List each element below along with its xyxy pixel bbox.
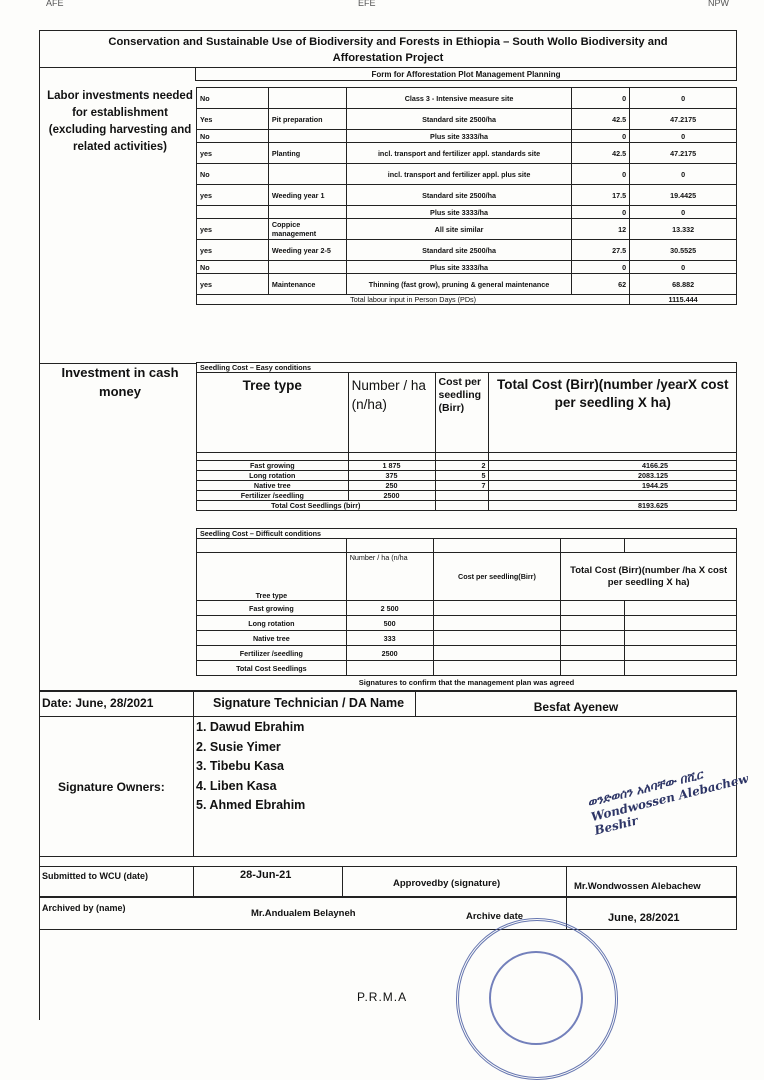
technician-label: Signature Technician / DA Name (213, 696, 405, 710)
easy-col-cost: Cost per seedling (Birr) (438, 376, 482, 414)
easy-number: 375 (348, 471, 435, 481)
title-line-2: Afforestation Project (332, 52, 444, 64)
easy-tree-type: Fertilizer /seedling (197, 491, 349, 501)
labor-value-b: 0 (630, 130, 737, 143)
difficult-row (197, 601, 737, 616)
easy-total: 4166.25 (489, 461, 737, 471)
labor-activity (268, 261, 346, 274)
easy-col-tree-type: Tree type (242, 378, 302, 393)
difficult-cost (433, 601, 561, 616)
easy-total: 2083.125 (489, 471, 737, 481)
labor-site: Thinning (fast grow), pruning & general maintenance (346, 274, 572, 295)
official-stamp (456, 918, 618, 1080)
easy-row (197, 491, 737, 501)
approved-label: Approvedby (signature) (393, 878, 501, 889)
date-row-divider (39, 716, 737, 717)
easy-tree-type: Long rotation (197, 471, 349, 481)
labor-site: Plus site 3333/ha (346, 130, 572, 143)
labor-flag: yes (197, 219, 269, 240)
easy-cost: 2 (435, 461, 489, 471)
submitted-divider-1 (193, 866, 194, 897)
labor-activity: Pit preparation (268, 109, 346, 130)
difficult-cost (433, 616, 561, 631)
difficult-number: 333 (346, 631, 433, 646)
labor-value-b: 30.5525 (630, 240, 737, 261)
labor-value-a: 12 (572, 219, 630, 240)
difficult-number: 2500 (346, 646, 433, 661)
labor-value-b: 13.332 (630, 219, 737, 240)
labor-flag: Yes (197, 109, 269, 130)
difficult-total-b (625, 616, 737, 631)
labor-flag: yes (197, 143, 269, 164)
labor-value-b: 0 (630, 261, 737, 274)
difficult-caption: Seedling Cost – Difficult conditions (197, 529, 737, 539)
labor-flag: No (197, 261, 269, 274)
labor-flag: No (197, 88, 269, 109)
labor-value-a: 42.5 (572, 109, 630, 130)
easy-col-number: Number / ha (n/ha) (351, 378, 426, 412)
labor-value-b: 0 (630, 164, 737, 185)
top-noise-center: EFE (358, 0, 376, 8)
labor-site: Standard site 2500/ha (346, 185, 572, 206)
labor-row (197, 240, 737, 261)
labor-total-label: Total labour input in Person Days (PDs) (197, 295, 630, 305)
labor-flag (197, 206, 269, 219)
owner-name: 3. Tibebu Kasa (196, 759, 284, 773)
labor-value-a: 27.5 (572, 240, 630, 261)
difficult-col-cost: Cost per seedling(Birr) (433, 553, 561, 601)
stamp-inner-ring (489, 951, 583, 1045)
easy-total: 1944.25 (489, 481, 737, 491)
owner-name: 1. Dawud Ebrahim (196, 720, 305, 734)
labor-activity: Weeding year 2-5 (268, 240, 346, 261)
easy-tree-type: Fast growing (197, 461, 349, 471)
easy-caption: Seedling Cost – Easy conditions (197, 363, 737, 373)
labor-row (197, 164, 737, 185)
difficult-total-label: Total Cost Seedlings (197, 661, 347, 676)
labor-row (197, 185, 737, 206)
difficult-table-body (197, 601, 737, 661)
difficult-total-a (561, 631, 625, 646)
easy-row (197, 471, 737, 481)
labor-flag: No (197, 164, 269, 185)
labor-activity: Weeding year 1 (268, 185, 346, 206)
difficult-row (197, 616, 737, 631)
easy-cost: 5 (435, 471, 489, 481)
labor-activity (268, 164, 346, 185)
difficult-col-number: Number / ha (n/ha (346, 553, 433, 601)
owner-name: 2. Susie Yimer (196, 739, 281, 754)
labor-table (196, 87, 737, 305)
form-title: Form for Afforestation Plot Management Planning (195, 68, 737, 81)
easy-seedling-table (196, 362, 737, 511)
easy-number: 2500 (348, 491, 435, 501)
title-line-1: Conservation and Sustainable Use of Biodiversity and Forests in Ethiopia – South Wollo Biodiversity and (108, 36, 668, 48)
labor-value-a: 0 (572, 130, 630, 143)
document-title (39, 30, 737, 68)
difficult-seedling-table (196, 528, 737, 676)
labor-site: Plus site 3333/ha (346, 206, 572, 219)
labor-value-a: 0 (572, 261, 630, 274)
difficult-total-b (625, 631, 737, 646)
labor-activity: Maintenance (268, 274, 346, 295)
labor-value-b: 0 (630, 88, 737, 109)
labor-site: Standard site 2500/ha (346, 240, 572, 261)
archive-date-label: Archive date (466, 911, 524, 922)
difficult-col-total: Total Cost (Birr)(number /ha X cost per seedling X ha) (561, 553, 737, 601)
labor-total-row (197, 295, 737, 305)
labor-row (197, 274, 737, 295)
top-noise-right: NPW (708, 0, 729, 8)
labor-activity: Coppice management (268, 219, 346, 240)
labor-value-a: 0 (572, 164, 630, 185)
handwritten-signature-text: ወንድወሰን አለባቸው በሺር Wondwossen Alebachew Beshir (586, 767, 750, 838)
owners-label: Signature Owners: (58, 780, 165, 794)
submitted-divider-2 (342, 866, 343, 897)
easy-tree-type: Native tree (197, 481, 349, 491)
labor-row (197, 88, 737, 109)
labor-site: Standard site 2500/ha (346, 109, 572, 130)
difficult-tree-type: Fast growing (197, 601, 347, 616)
difficult-number: 2 500 (346, 601, 433, 616)
bottom-mark: P.R.M.A (357, 990, 408, 1004)
labor-table-body (197, 88, 737, 295)
labor-side-label: Labor investments needed for establishment (excluding harvesting and related activities) (47, 90, 193, 153)
difficult-tree-type: Fertilizer /seedling (197, 646, 347, 661)
labor-flag: yes (197, 185, 269, 206)
labor-value-a: 42.5 (572, 143, 630, 164)
owner-name: 4. Liben Kasa (196, 778, 277, 793)
submitted-divider-3 (566, 866, 567, 897)
archived-label: Archived by (name) (42, 903, 126, 913)
easy-row (197, 461, 737, 471)
easy-total (489, 491, 737, 501)
labor-value-a: 0 (572, 88, 630, 109)
archive-date-value: June, 28/2021 (608, 912, 680, 924)
owners-list (196, 718, 305, 816)
difficult-total-a (561, 646, 625, 661)
archived-value: Mr.Andualem Belayneh (251, 908, 356, 919)
labor-activity (268, 206, 346, 219)
difficult-total-a (561, 616, 625, 631)
labor-row (197, 206, 737, 219)
labor-site: incl. transport and fertilizer appl. plus site (346, 164, 572, 185)
labor-value-b: 0 (630, 206, 737, 219)
difficult-cost (433, 631, 561, 646)
labor-flag: No (197, 130, 269, 143)
confirm-line: Signatures to confirm that the management plan was agreed (358, 678, 575, 687)
labor-activity (268, 130, 346, 143)
difficult-number: 500 (346, 616, 433, 631)
labor-flag: yes (197, 274, 269, 295)
labor-site: incl. transport and fertilizer appl. standards site (346, 143, 572, 164)
difficult-total-b (625, 646, 737, 661)
labor-total-value: 1115.444 (630, 295, 737, 305)
investment-side-label: Investment in cash money (61, 365, 179, 399)
difficult-cost (433, 646, 561, 661)
easy-number: 1 875 (348, 461, 435, 471)
difficult-total-a (561, 601, 625, 616)
submitted-label: Submitted to WCU (date) (42, 871, 148, 881)
labor-value-a: 17.5 (572, 185, 630, 206)
difficult-col-tree-type: Tree type (197, 553, 347, 601)
easy-table-body (197, 461, 737, 501)
easy-total-value: 8193.625 (489, 501, 737, 511)
labor-value-b: 47.2175 (630, 109, 737, 130)
easy-cost (435, 491, 489, 501)
difficult-row (197, 646, 737, 661)
approved-value: Mr.Wondwossen Alebachew (574, 881, 701, 892)
easy-col-total: Total Cost (Birr)(number /yearX cost per seedling X ha) (496, 377, 729, 410)
labor-activity: Planting (268, 143, 346, 164)
difficult-tree-type: Native tree (197, 631, 347, 646)
labor-value-a: 0 (572, 206, 630, 219)
owner-name: 5. Ahmed Ebrahim (196, 798, 306, 812)
signature-date: Date: June, 28/2021 (42, 696, 154, 710)
labor-value-a: 62 (572, 274, 630, 295)
technician-name: Besfat Ayenew (533, 700, 619, 714)
easy-cost: 7 (435, 481, 489, 491)
labor-activity (268, 88, 346, 109)
top-noise-left: AFE (46, 0, 64, 8)
difficult-total-b (625, 601, 737, 616)
labor-value-b: 47.2175 (630, 143, 737, 164)
labor-row (197, 143, 737, 164)
labor-value-b: 68.882 (630, 274, 737, 295)
labor-site: All site similar (346, 219, 572, 240)
labor-row (197, 219, 737, 240)
labor-value-b: 19.4425 (630, 185, 737, 206)
difficult-row (197, 631, 737, 646)
easy-row (197, 481, 737, 491)
labor-row (197, 261, 737, 274)
labor-site: Plus site 3333/ha (346, 261, 572, 274)
labor-flag: yes (197, 240, 269, 261)
labor-site: Class 3 - Intensive measure site (346, 88, 572, 109)
easy-total-label: Total Cost Seedlings (birr) (197, 501, 436, 511)
submitted-value: 28-Jun-21 (240, 869, 292, 881)
labor-row (197, 130, 737, 143)
difficult-tree-type: Long rotation (197, 616, 347, 631)
easy-number: 250 (348, 481, 435, 491)
labor-row (197, 109, 737, 130)
